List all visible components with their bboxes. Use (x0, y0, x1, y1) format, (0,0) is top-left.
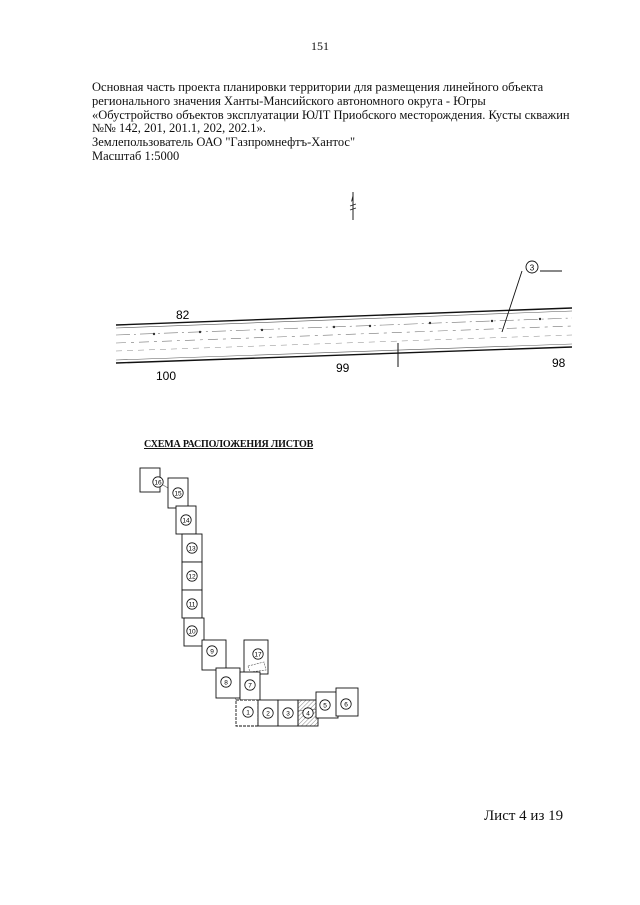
sheet-number: 9 (210, 648, 214, 656)
sheet-counter: Лист 4 из 19 (484, 808, 564, 824)
sheet-11[interactable] (182, 590, 202, 618)
header-line: регионального значения Ханты-Мансийского автономного округа - Югры (92, 93, 486, 108)
sheet-number: 6 (344, 701, 348, 709)
sheet-6[interactable] (336, 688, 358, 716)
sheet-number: 3 (286, 710, 290, 718)
sheet-number: 8 (224, 679, 228, 687)
document-header (92, 80, 570, 164)
sheet-number: 14 (182, 517, 190, 525)
sheet-number: 7 (248, 682, 252, 690)
sheet-number: 2 (266, 710, 270, 718)
sheet-number: 17 (254, 651, 262, 659)
sheet-number: 13 (188, 545, 196, 553)
header-line: Масштаб 1:5000 (92, 148, 180, 163)
sheet-2[interactable] (258, 700, 278, 726)
map-label: 99 (336, 361, 350, 375)
page-number: 151 (311, 39, 329, 53)
sheet-number: 5 (323, 702, 327, 710)
sheet-number: 16 (154, 479, 162, 487)
sheet-number: 10 (188, 628, 196, 636)
sheet-8[interactable] (216, 668, 240, 698)
sheet-5[interactable] (316, 692, 338, 718)
header-line: №№ 142, 201, 201.1, 202, 202.1». (92, 121, 266, 136)
sheet-number: 1 (246, 709, 250, 717)
map-label: 82 (176, 308, 190, 322)
sheet-number: 4 (306, 710, 310, 718)
north-arrow-icon (347, 192, 359, 222)
sheet-15[interactable] (168, 478, 188, 508)
sheet-layout-scheme (130, 460, 370, 735)
sheet-9[interactable] (202, 640, 226, 670)
header-line: Землепользователь ОАО "Газпромнефтъ-Хантос" (92, 135, 356, 150)
scheme-title: СХЕМА РАСПОЛОЖЕНИЯ ЛИСТОВ (144, 439, 314, 450)
sheet-4[interactable] (298, 700, 318, 726)
header-line: Основная часть проекта планировки территории для размещения линейного объекта (92, 80, 544, 94)
sheet-13[interactable] (182, 534, 202, 562)
callout-label: 3 (529, 263, 535, 273)
sheet-16[interactable] (140, 468, 163, 492)
sheet-1[interactable] (236, 700, 258, 726)
sheet-10[interactable] (184, 618, 204, 646)
sheet-7[interactable] (240, 672, 260, 700)
sheet-number: 15 (174, 490, 182, 498)
map-label: 98 (552, 356, 566, 370)
map-label: 100 (156, 369, 177, 383)
sheet-17[interactable] (244, 640, 268, 674)
sheet-number: 11 (188, 601, 196, 609)
sheet-14[interactable] (176, 506, 196, 534)
sheet-number: 12 (188, 573, 196, 581)
header-line: «Обустройство объектов эксплуатации ЮЛТ Приобского месторождения. Кусты скважин (92, 107, 570, 122)
sheet-12[interactable] (182, 562, 202, 590)
sheet-3[interactable] (278, 700, 298, 726)
section-map (112, 255, 582, 385)
